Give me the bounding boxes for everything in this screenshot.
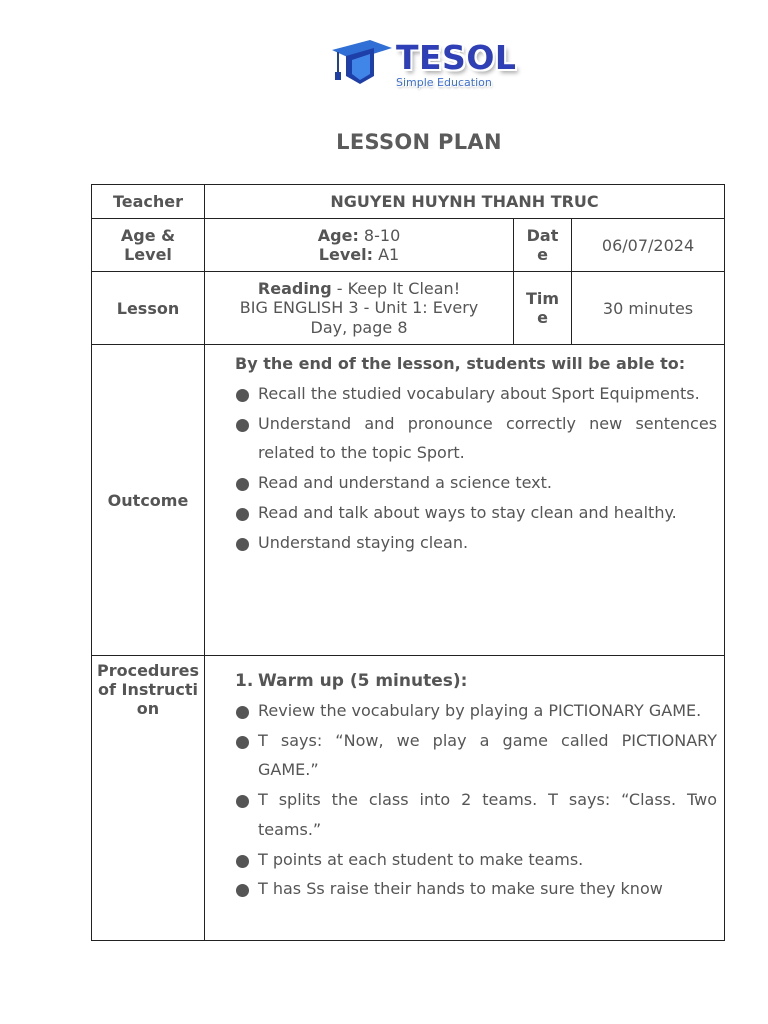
graduation-cap-icon: [330, 36, 396, 92]
list-item: T has Ss raise their hands to make sure they know: [235, 874, 717, 904]
age-level-value: [205, 219, 514, 272]
age-level-row: [92, 219, 725, 272]
teacher-row: [92, 185, 725, 219]
lesson-value: [205, 272, 514, 345]
list-item: T splits the class into 2 teams. T says: “Class. Two teams.”: [235, 785, 717, 844]
outcome-row: [92, 345, 725, 656]
list-item: T points at each student to make teams.: [235, 845, 717, 875]
list-item: Understand staying clean.: [235, 528, 717, 558]
list-item: Recall the studied vocabulary about Sport Equipments.: [235, 379, 717, 409]
lesson-label: Lesson: [92, 272, 205, 345]
age-value: 8-10: [358, 226, 401, 245]
list-item: Read and talk about ways to stay clean and healthy.: [235, 498, 717, 528]
level-value: A1: [373, 245, 400, 264]
lesson-skill: Reading: [257, 278, 332, 298]
outcome-list: [235, 379, 717, 557]
step-title: Warm up (5 minutes):: [258, 671, 468, 691]
step-heading: [235, 666, 717, 696]
list-item: Read and understand a science text.: [235, 468, 717, 498]
logo-name: TESOL: [396, 38, 517, 77]
date-label: Date: [514, 219, 572, 272]
teacher-name: NGUYEN HUYNH THANH TRUC: [205, 185, 725, 219]
procedures-content: [205, 656, 725, 941]
time-value: 30 minutes: [572, 272, 725, 345]
lesson-book: BIG ENGLISH 3 - Unit 1: Every Day, page 8: [239, 298, 479, 337]
procedures-list: [235, 696, 717, 904]
logo-tagline: Simple Education: [396, 76, 492, 89]
lesson-title: - Keep It Clean!: [331, 278, 461, 298]
tesol-logo: [330, 36, 517, 98]
outcome-content: [205, 345, 725, 656]
procedures-label: Procedures of Instruction: [92, 656, 205, 941]
time-label: Time: [514, 272, 572, 345]
lesson-row: [92, 272, 725, 345]
age-level-label: Age & Level: [92, 219, 205, 272]
level-label: Level:: [318, 245, 373, 264]
procedures-row: [92, 656, 725, 941]
list-item: Review the vocabulary by playing a PICTIONARY GAME.: [235, 696, 717, 726]
step-number: 1.: [235, 671, 254, 691]
outcome-lead: By the end of the lesson, students will be able to:: [235, 354, 686, 373]
list-item: T says: “Now, we play a game called PICTIONARY GAME.”: [235, 726, 717, 785]
outcome-label: Outcome: [92, 345, 205, 656]
date-value: 06/07/2024: [572, 219, 725, 272]
list-item: Understand and pronounce correctly new sentences related to the topic Sport.: [235, 409, 717, 468]
page-title: LESSON PLAN: [336, 130, 502, 154]
lesson-plan-table: [91, 184, 725, 941]
teacher-label: Teacher: [92, 185, 205, 219]
age-label: Age:: [317, 226, 359, 245]
